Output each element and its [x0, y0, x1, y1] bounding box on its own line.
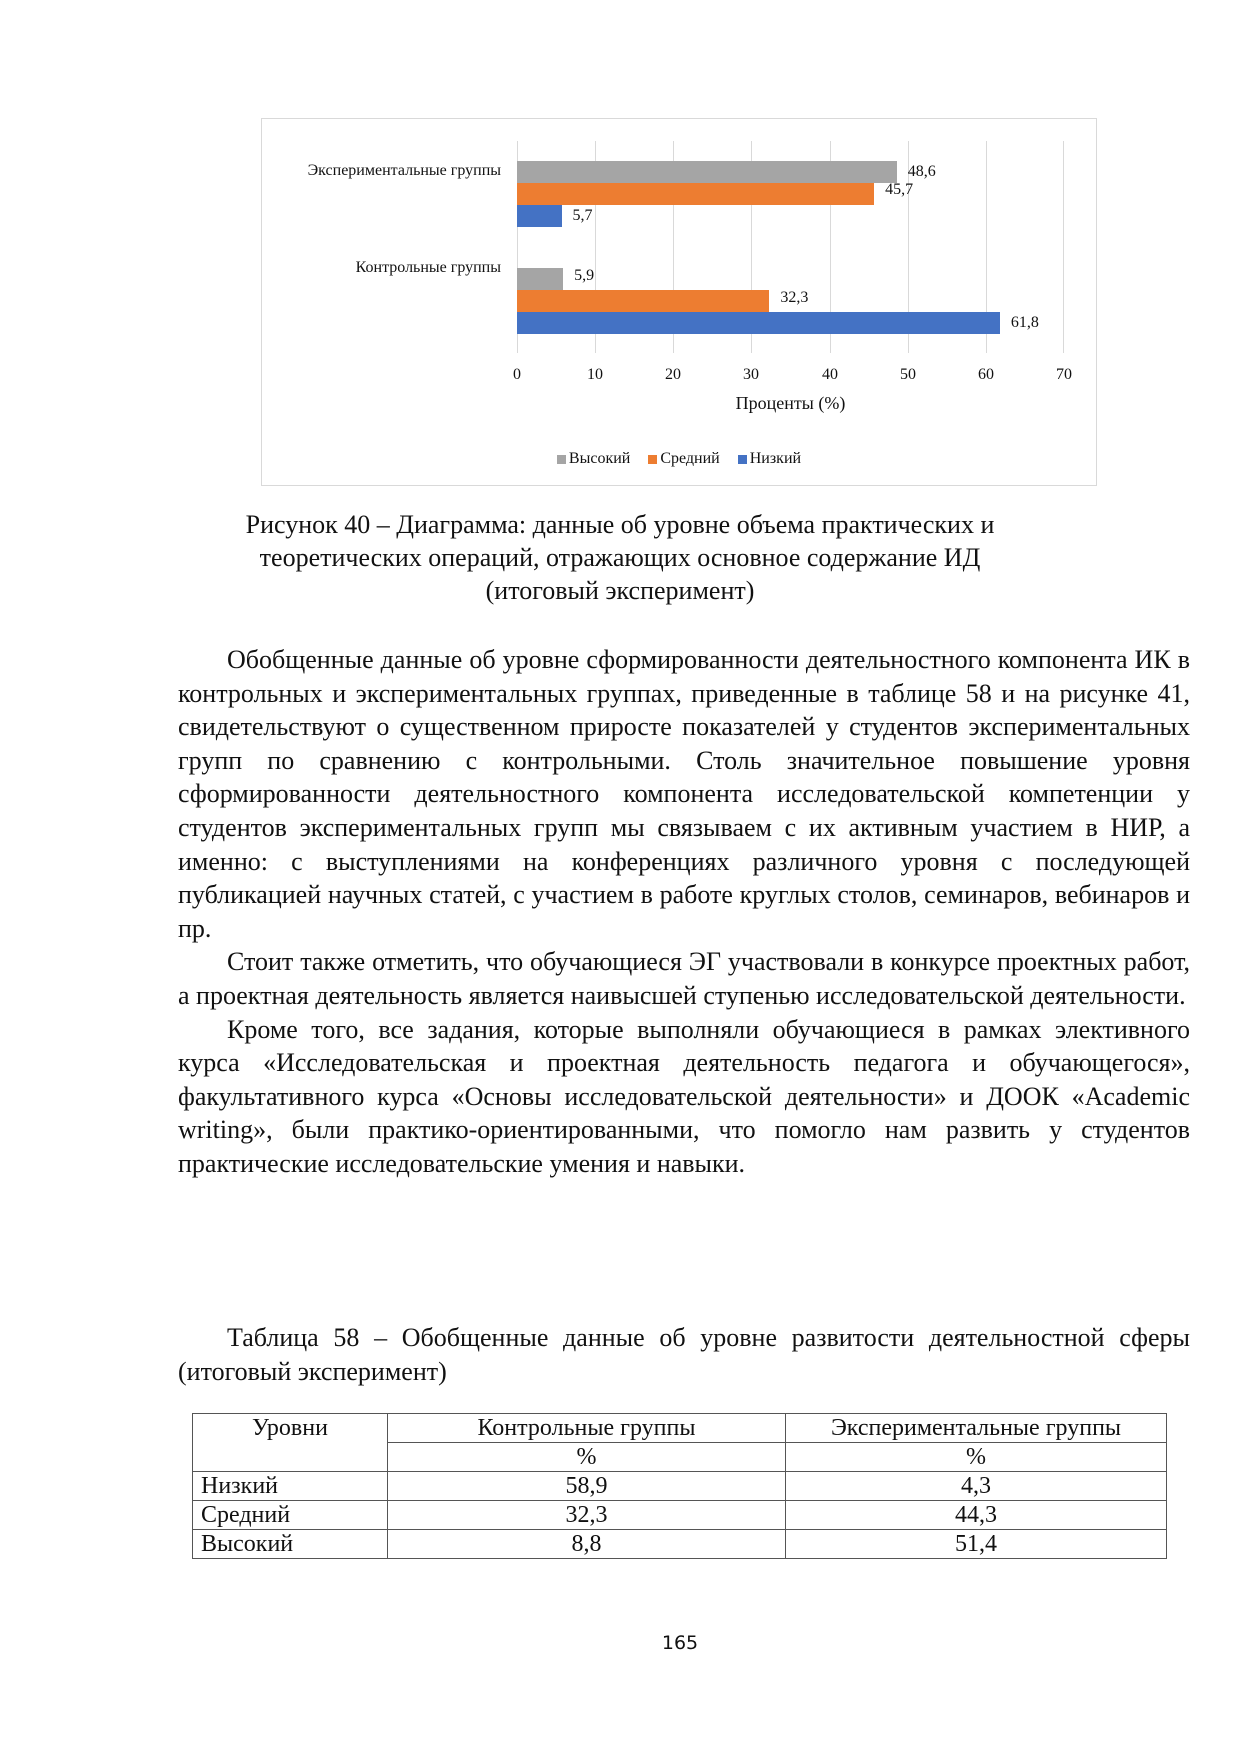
header-control: Контрольные группы: [388, 1414, 786, 1443]
legend-label: Средний: [660, 450, 720, 467]
x-tick-label: 40: [822, 366, 838, 383]
chart-category-axis: [261, 141, 501, 353]
bar-control-low: [517, 312, 1000, 334]
cell-control: 8,8: [388, 1530, 786, 1559]
legend-swatch-icon: [738, 455, 747, 464]
bar-label-experimental-medium: 45,7: [885, 181, 914, 198]
cell-experimental: 51,4: [786, 1530, 1167, 1559]
legend-item-high: [557, 450, 630, 468]
bar-label-control-high: 5,9: [574, 267, 595, 284]
table-row: [193, 1472, 1167, 1501]
legend-item-medium: [648, 450, 719, 468]
cell-experimental: 4,3: [786, 1472, 1167, 1501]
cell-control: 32,3: [388, 1501, 786, 1530]
legend-swatch-icon: [557, 455, 566, 464]
x-tick-label: 70: [1056, 366, 1072, 383]
bar-control-medium: [517, 290, 769, 312]
paragraph: Обобщенные данные об уровне сформированности деятельностного компонента ИК в контрольных и экспериментальных группах, приведенные в таблице 58 и на рисунке 41, свидетельствуют о существенном приросте показателей у студентов экспериментальных групп по сравнению с контрольными. Столь значительное повышение уровня сформированности деятельностного компонента исследовательской компетенции у студентов экспериментальных групп мы связываем с их активным участием в НИР, а именно: с выступлениями на конференциях различного уровня с последующей публикацией научных статей, с участием в работе круглых столов, семинаров, вебинаров и пр.: [178, 645, 1190, 943]
legend-item-low: [738, 450, 801, 468]
x-tick-label: 20: [665, 366, 681, 383]
header-experimental: Экспериментальные группы: [786, 1414, 1167, 1443]
subheader-control-unit: %: [388, 1443, 786, 1472]
x-tick-label: 0: [513, 366, 521, 383]
x-tick-label: 50: [900, 366, 916, 383]
caption-line: теоретических операций, отражающих основное содержание ИД: [259, 543, 981, 572]
table-row: [193, 1530, 1167, 1559]
bar-label-control-medium: 32,3: [780, 289, 809, 306]
x-tick-label: 10: [587, 366, 603, 383]
x-tick-label: 60: [978, 366, 994, 383]
table-header-row: [193, 1414, 1167, 1443]
x-axis-title: Проценты (%): [735, 393, 846, 413]
paragraph: Кроме того, все задания, которые выполняли обучающиеся в рамках элективного курса «Исследовательская и проектная деятельность педагога и обучающегося», факультативного курса «Основы исследовательской деятельности» и ДООК «Academic writing», были практико-ориентированными, что помогло нам развить у студентов практические исследовательские умения и навыки.: [178, 1014, 1190, 1178]
header-levels: Уровни: [193, 1414, 388, 1472]
cell-level: Низкий: [193, 1472, 388, 1501]
bar-label-experimental-high: 48,6: [907, 163, 936, 180]
legend-label: Высокий: [568, 450, 631, 467]
bar-experimental-low: [517, 205, 562, 227]
legend-swatch-icon: [648, 455, 657, 464]
subheader-experimental-unit: %: [786, 1443, 1167, 1472]
bar-label-control-low: 61,8: [1010, 314, 1039, 331]
results-table: [192, 1413, 1167, 1559]
cell-control: 58,9: [388, 1472, 786, 1501]
paragraph: Стоит также отметить, что обучающиеся ЭГ участвовали в конкурсе проектных работ, а проектная деятельность является наивысшей ступенью исследовательской деятельности.: [178, 947, 1190, 1010]
table-row: [193, 1501, 1167, 1530]
bar-experimental-medium: [517, 183, 874, 205]
page-number: 165: [661, 1632, 699, 1654]
chart-legend: [261, 450, 1097, 469]
category-label-control: Контрольные группы: [355, 259, 501, 276]
caption-line: (итоговый эксперимент): [485, 576, 755, 605]
figure-caption: [230, 508, 1010, 607]
cell-level: Средний: [193, 1501, 388, 1530]
legend-label: Низкий: [749, 450, 802, 467]
gridline: [1063, 141, 1064, 353]
chart-plot-area: [517, 141, 1064, 353]
bar-experimental-high: [517, 161, 897, 183]
bar-control-high: [517, 268, 563, 290]
category-label-experimental: Экспериментальные группы: [307, 162, 501, 179]
x-tick-label: 30: [743, 366, 759, 383]
table-title: Таблица 58 – Обобщенные данные об уровне развитости деятельностной сферы (итоговый эксперимент): [178, 1323, 1190, 1386]
cell-level: Высокий: [193, 1530, 388, 1559]
bar-label-experimental-low: 5,7: [572, 207, 593, 224]
caption-line: Рисунок 40 – Диаграмма: данные об уровне объема практических и: [245, 510, 995, 539]
cell-experimental: 44,3: [786, 1501, 1167, 1530]
body-text: [178, 643, 1190, 1181]
